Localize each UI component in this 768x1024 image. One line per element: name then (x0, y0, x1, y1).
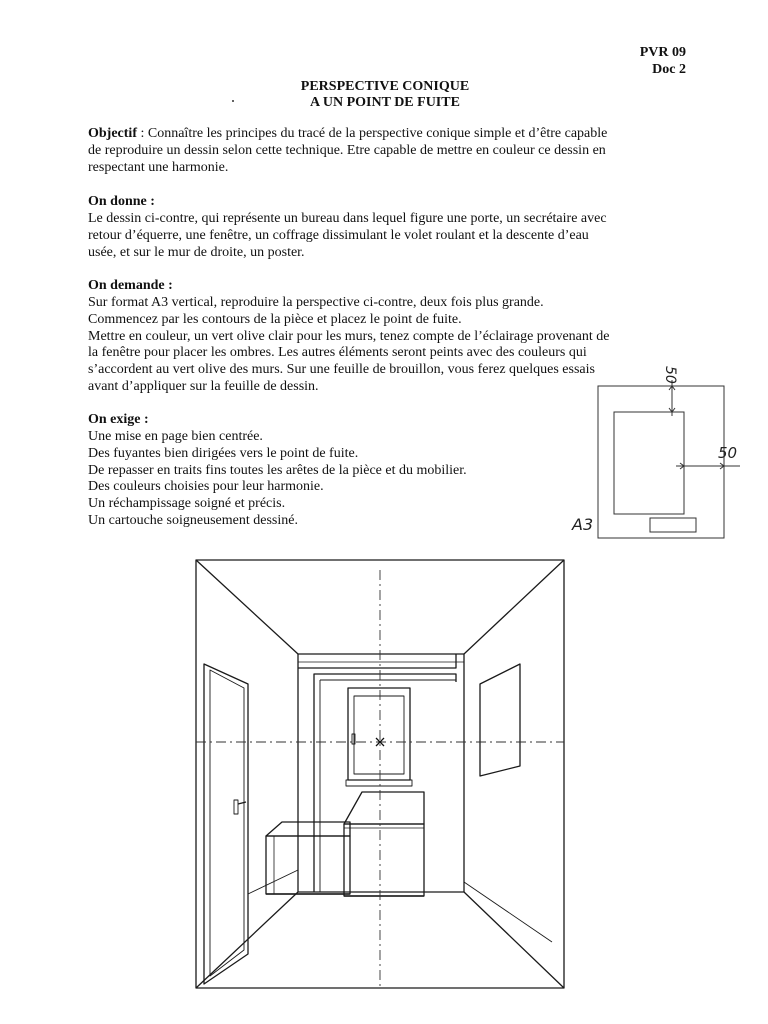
window-frame (348, 688, 410, 780)
desk-return-body (266, 836, 350, 894)
document-reference: PVR 09 (639, 45, 686, 60)
sheet-outline (598, 386, 724, 538)
asked-line-2: Commencez par les contours de la pièce et placez le point de fuite. (88, 311, 462, 327)
given-line-3: usée, et sur le mur de droite, un poster. (88, 244, 305, 260)
top-margin-label: 50 (662, 366, 678, 384)
side-margin-label: 50 (718, 444, 738, 462)
door-frame (204, 664, 248, 984)
objective-label: Objectif (88, 126, 137, 141)
document-number: Doc 2 (652, 62, 686, 77)
a3-sheet-sketch (572, 360, 760, 550)
asked-line-5: s’accordent au vert olive des murs. Sur une feuille de brouillon, vous ferez quelques essais (88, 362, 595, 378)
door-leaf (210, 670, 244, 976)
given-paragraph (88, 211, 607, 261)
required-item: Des couleurs choisies pour leur harmonie. (88, 479, 324, 495)
desk-main-front (344, 824, 424, 896)
required-item: De repasser en traits fins toutes les arêtes de la pièce et du mobilier. (88, 462, 467, 478)
window-sill (346, 780, 412, 786)
required-item: Un réchampissage soigné et précis. (88, 496, 286, 512)
required-list (88, 429, 467, 530)
back-wall (298, 654, 464, 892)
drawing-frame (614, 412, 684, 514)
page-title-line-1: PERSPECTIVE CONIQUE (300, 79, 470, 94)
required-item: Des fuyantes bien dirigées vers le point de fuite. (88, 445, 359, 461)
perspective-room-drawing (186, 556, 576, 996)
window-handle (352, 734, 355, 744)
asked-line-6: avant d’appliquer sur la feuille de dessin. (88, 378, 319, 394)
skirting-left (248, 870, 298, 894)
skirting-right (464, 882, 552, 942)
door-handle-lever (238, 802, 246, 804)
given-line-1: Le dessin ci-contre, qui représente un bureau dans lequel figure une porte, un secrétaire avec (88, 211, 607, 226)
title-block (650, 518, 696, 532)
corner-top-left (196, 560, 298, 654)
asked-line-4: la fenêtre pour placer les ombres. Les autres éléments seront peints avec des couleurs qui (88, 345, 587, 361)
section-heading-given: On donne : (88, 194, 155, 209)
asked-line-3: Mettre en couleur, un vert olive clair pour les murs, tenez compte de l’éclairage provenant de (88, 328, 610, 344)
objective-line-3: respectant une harmonie. (88, 159, 229, 175)
asked-line-1: Sur format A3 vertical, reproduire la perspective ci-contre, deux fois plus grande. (88, 295, 544, 310)
page-title-line-2: A UN POINT DE FUITE (310, 95, 460, 110)
door-handle (234, 800, 238, 814)
section-heading-required: On exige : (88, 412, 149, 427)
window-pane (354, 696, 404, 774)
corner-top-right (464, 560, 564, 654)
corner-bottom-left (196, 892, 298, 988)
required-item: Une mise en page bien centrée. (88, 429, 263, 444)
section-heading-asked: On demande : (88, 278, 173, 293)
roller-shutter-box (298, 654, 456, 668)
format-label: A3 (572, 515, 594, 534)
pipe-casing (314, 674, 456, 892)
required-item: Un cartouche soigneusement dessiné. (88, 512, 298, 528)
stray-mark (232, 100, 234, 102)
given-line-2: retour d’équerre, une fenêtre, un coffrage dissimulant le volet roulant et la descente d’eau (88, 227, 589, 243)
desk-main-top (344, 792, 424, 824)
objective-paragraph (88, 126, 688, 176)
objective-line-1 (88, 126, 688, 143)
objective-text-1: : Connaître les principes du tracé de la perspective conique simple et d’être capable (136, 126, 608, 141)
asked-paragraph (88, 295, 610, 396)
desk-return-top (266, 822, 350, 836)
poster (480, 664, 520, 776)
objective-line-2: de reproduire un dessin selon cette technique. Etre capable de mettre en couleur ce dessin en (88, 142, 606, 158)
